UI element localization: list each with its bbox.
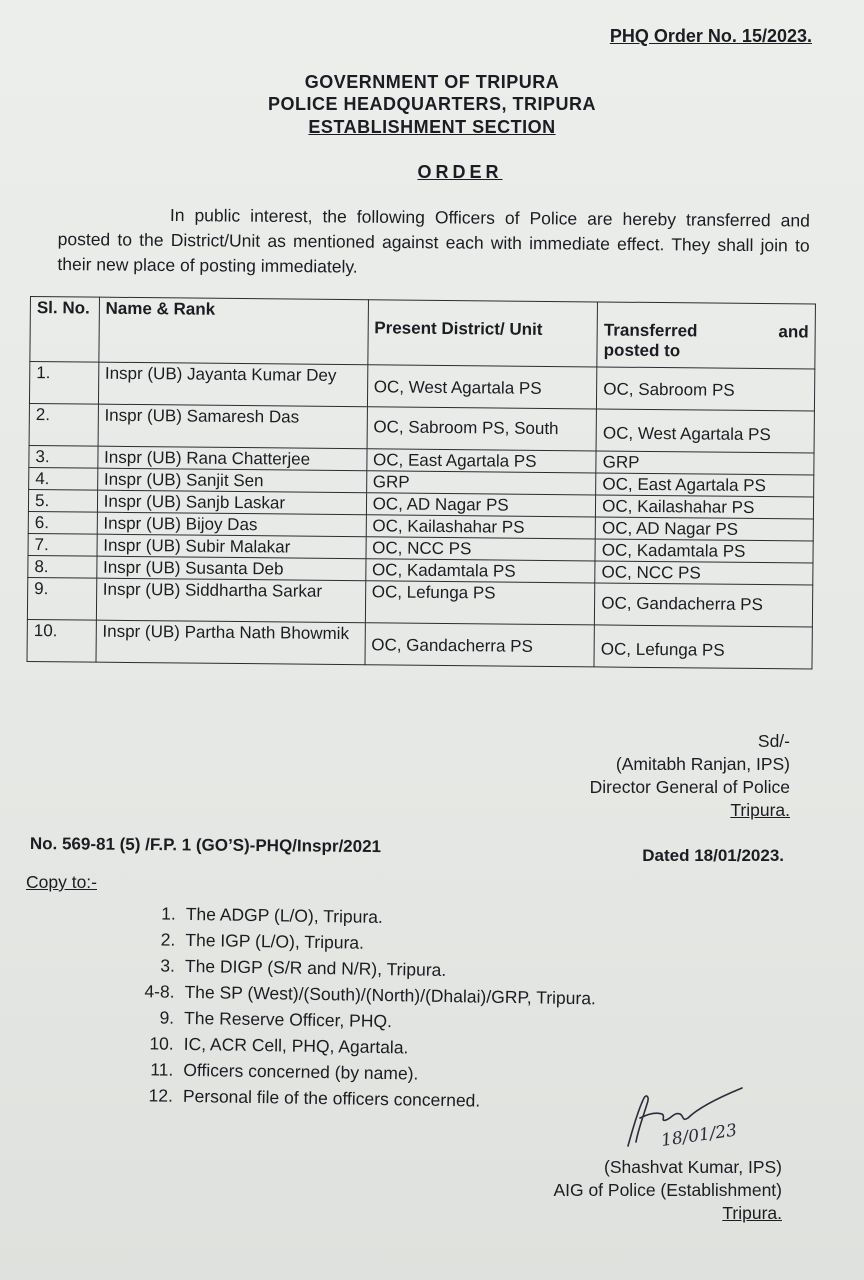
cell-present: OC, AD Nagar PS [366,493,596,517]
cell-sl: 9. [27,577,96,620]
cell-posted: OC, NCC PS [595,561,813,585]
table-row [29,362,814,412]
cell-name: Inspr (UB) Susanta Deb [96,556,365,581]
header-section: ESTABLISHMENT SECTION [308,117,556,137]
cell-name: Inspr (UB) Sanjb Laskar [97,490,366,515]
header-present-unit: Present District/ Unit [367,300,597,367]
cell-sl: 10. [27,619,96,662]
cell-posted: OC, AD Nagar PS [595,517,813,541]
signatory-dgp [590,730,790,822]
copy-item-text: IC, ACR Cell, PHQ, Agartala. [183,1033,409,1058]
header-police-hq: POLICE HEADQUARTERS, TRIPURA [267,94,596,114]
cell-present: OC, NCC PS [366,537,596,561]
cell-name: Inspr (UB) Sanjit Sen [97,468,366,493]
copy-item-number: 9. [159,1007,175,1028]
copy-item-number: 4-8. [144,981,175,1002]
copy-item-number: 2. [160,929,176,950]
dgp-place: Tripura. [730,800,790,820]
cell-sl: 8. [28,555,97,578]
cell-sl: 1. [29,362,98,405]
cell-posted: OC, East Agartala PS [596,473,814,497]
cell-sl: 7. [28,533,97,556]
intro-text: In public interest, the following Officers of Police are hereby transferred and posted to the District/Unit as mentioned against each with immediate effect. They shall join to their new place of posting immediately. [57,204,810,277]
cell-name: Inspr (UB) Partha Nath Bhowmik [96,620,365,665]
cell-sl: 6. [28,511,97,534]
cell-sl: 2. [29,403,98,446]
cell-name: Inspr (UB) Jayanta Kumar Dey [98,362,367,407]
copy-item-number: 3. [160,955,176,976]
cell-posted: GRP [596,451,814,475]
cell-sl: 5. [28,489,97,512]
sd-mark: Sd/- [757,731,790,751]
table-row [29,403,814,453]
cell-present: OC, East Agartala PS [366,449,596,473]
aig-name: (Shashvat Kumar, IPS) [604,1157,782,1177]
copy-item-text: The SP (West)/(South)/(North)/(Dhalai)/GRP, Tripura. [184,981,597,1009]
table-row [27,577,812,627]
cell-sl: 3. [29,445,98,468]
copy-item-text: Officers concerned (by name). [183,1059,419,1084]
cell-name: Inspr (UB) Rana Chatterjee [98,446,367,471]
header-government: GOVERNMENT OF TRIPURA [304,72,560,92]
cell-name: Inspr (UB) Bijoy Das [97,512,366,537]
copy-item-number: 12. [148,1085,174,1106]
header-sl-no: Sl. No. [30,297,99,363]
intro-paragraph [57,202,810,284]
dated: Dated 18/01/2023. [642,846,784,865]
aig-place: Tripura. [722,1203,782,1223]
header-name-rank: Name & Rank [99,297,369,365]
order-number: PHQ Order No. 15/2023. [609,26,812,46]
table-row [27,619,812,669]
copy-list [125,900,598,1115]
dgp-designation: Director General of Police [589,777,790,797]
cell-present: OC, West Agartala PS [367,365,597,409]
cell-posted: OC, West Agartala PS [596,409,814,453]
cell-name: Inspr (UB) Subir Malakar [97,534,366,559]
copy-item-text: Personal file of the officers concerned. [182,1085,481,1111]
table-header-row [30,297,816,370]
cell-posted: OC, Lefunga PS [594,625,812,669]
copy-item-text: The DIGP (S/R and N/R), Tripura. [184,955,447,981]
dgp-name: (Amitabh Ranjan, IPS) [615,754,790,774]
copy-item-text: The ADGP (L/O), Tripura. [185,903,384,928]
cell-name: Inspr (UB) Samaresh Das [98,404,367,449]
signatory-aig [553,1156,782,1225]
signature-date: 18/01/23 [659,1120,739,1151]
header-transferred [597,302,815,369]
cell-present: OC, Gandacherra PS [365,623,595,667]
order-title: ORDER [417,162,503,182]
header-and-word: and [778,322,809,342]
cell-posted: OC, Kailashahar PS [596,495,814,519]
cell-sl: 4. [29,467,98,490]
copy-item-text: The IGP (L/O), Tripura. [185,929,365,953]
cell-present: GRP [366,471,596,495]
handwritten-signature [610,1084,760,1156]
copy-item-number: 10. [149,1033,174,1054]
cell-present: OC, Lefunga PS [365,581,595,625]
aig-designation: AIG of Police (Establishment) [553,1180,782,1200]
copy-item-number: 1. [161,903,176,924]
cell-posted: OC, Gandacherra PS [595,583,813,627]
transfer-table [26,296,815,670]
cell-name: Inspr (UB) Siddhartha Sarkar [96,578,365,623]
cell-posted: OC, Sabroom PS [597,367,815,411]
cell-present: OC, Kailashahar PS [366,515,596,539]
copy-to-label: Copy to:- [26,872,97,892]
copy-item-text: The Reserve Officer, PHQ. [183,1007,393,1032]
memo-number: No. 569-81 (5) /F.P. 1 (GO’S)-PHQ/Inspr/2021 [29,834,382,857]
cell-present: OC, Sabroom PS, South [367,407,597,451]
header-transferred-word: Transferred [603,320,698,341]
cell-present: OC, Kadamtala PS [365,559,595,583]
cell-posted: OC, Kadamtala PS [595,539,813,563]
copy-item-number: 11. [150,1059,174,1080]
header-posted-to: posted to [603,340,681,361]
